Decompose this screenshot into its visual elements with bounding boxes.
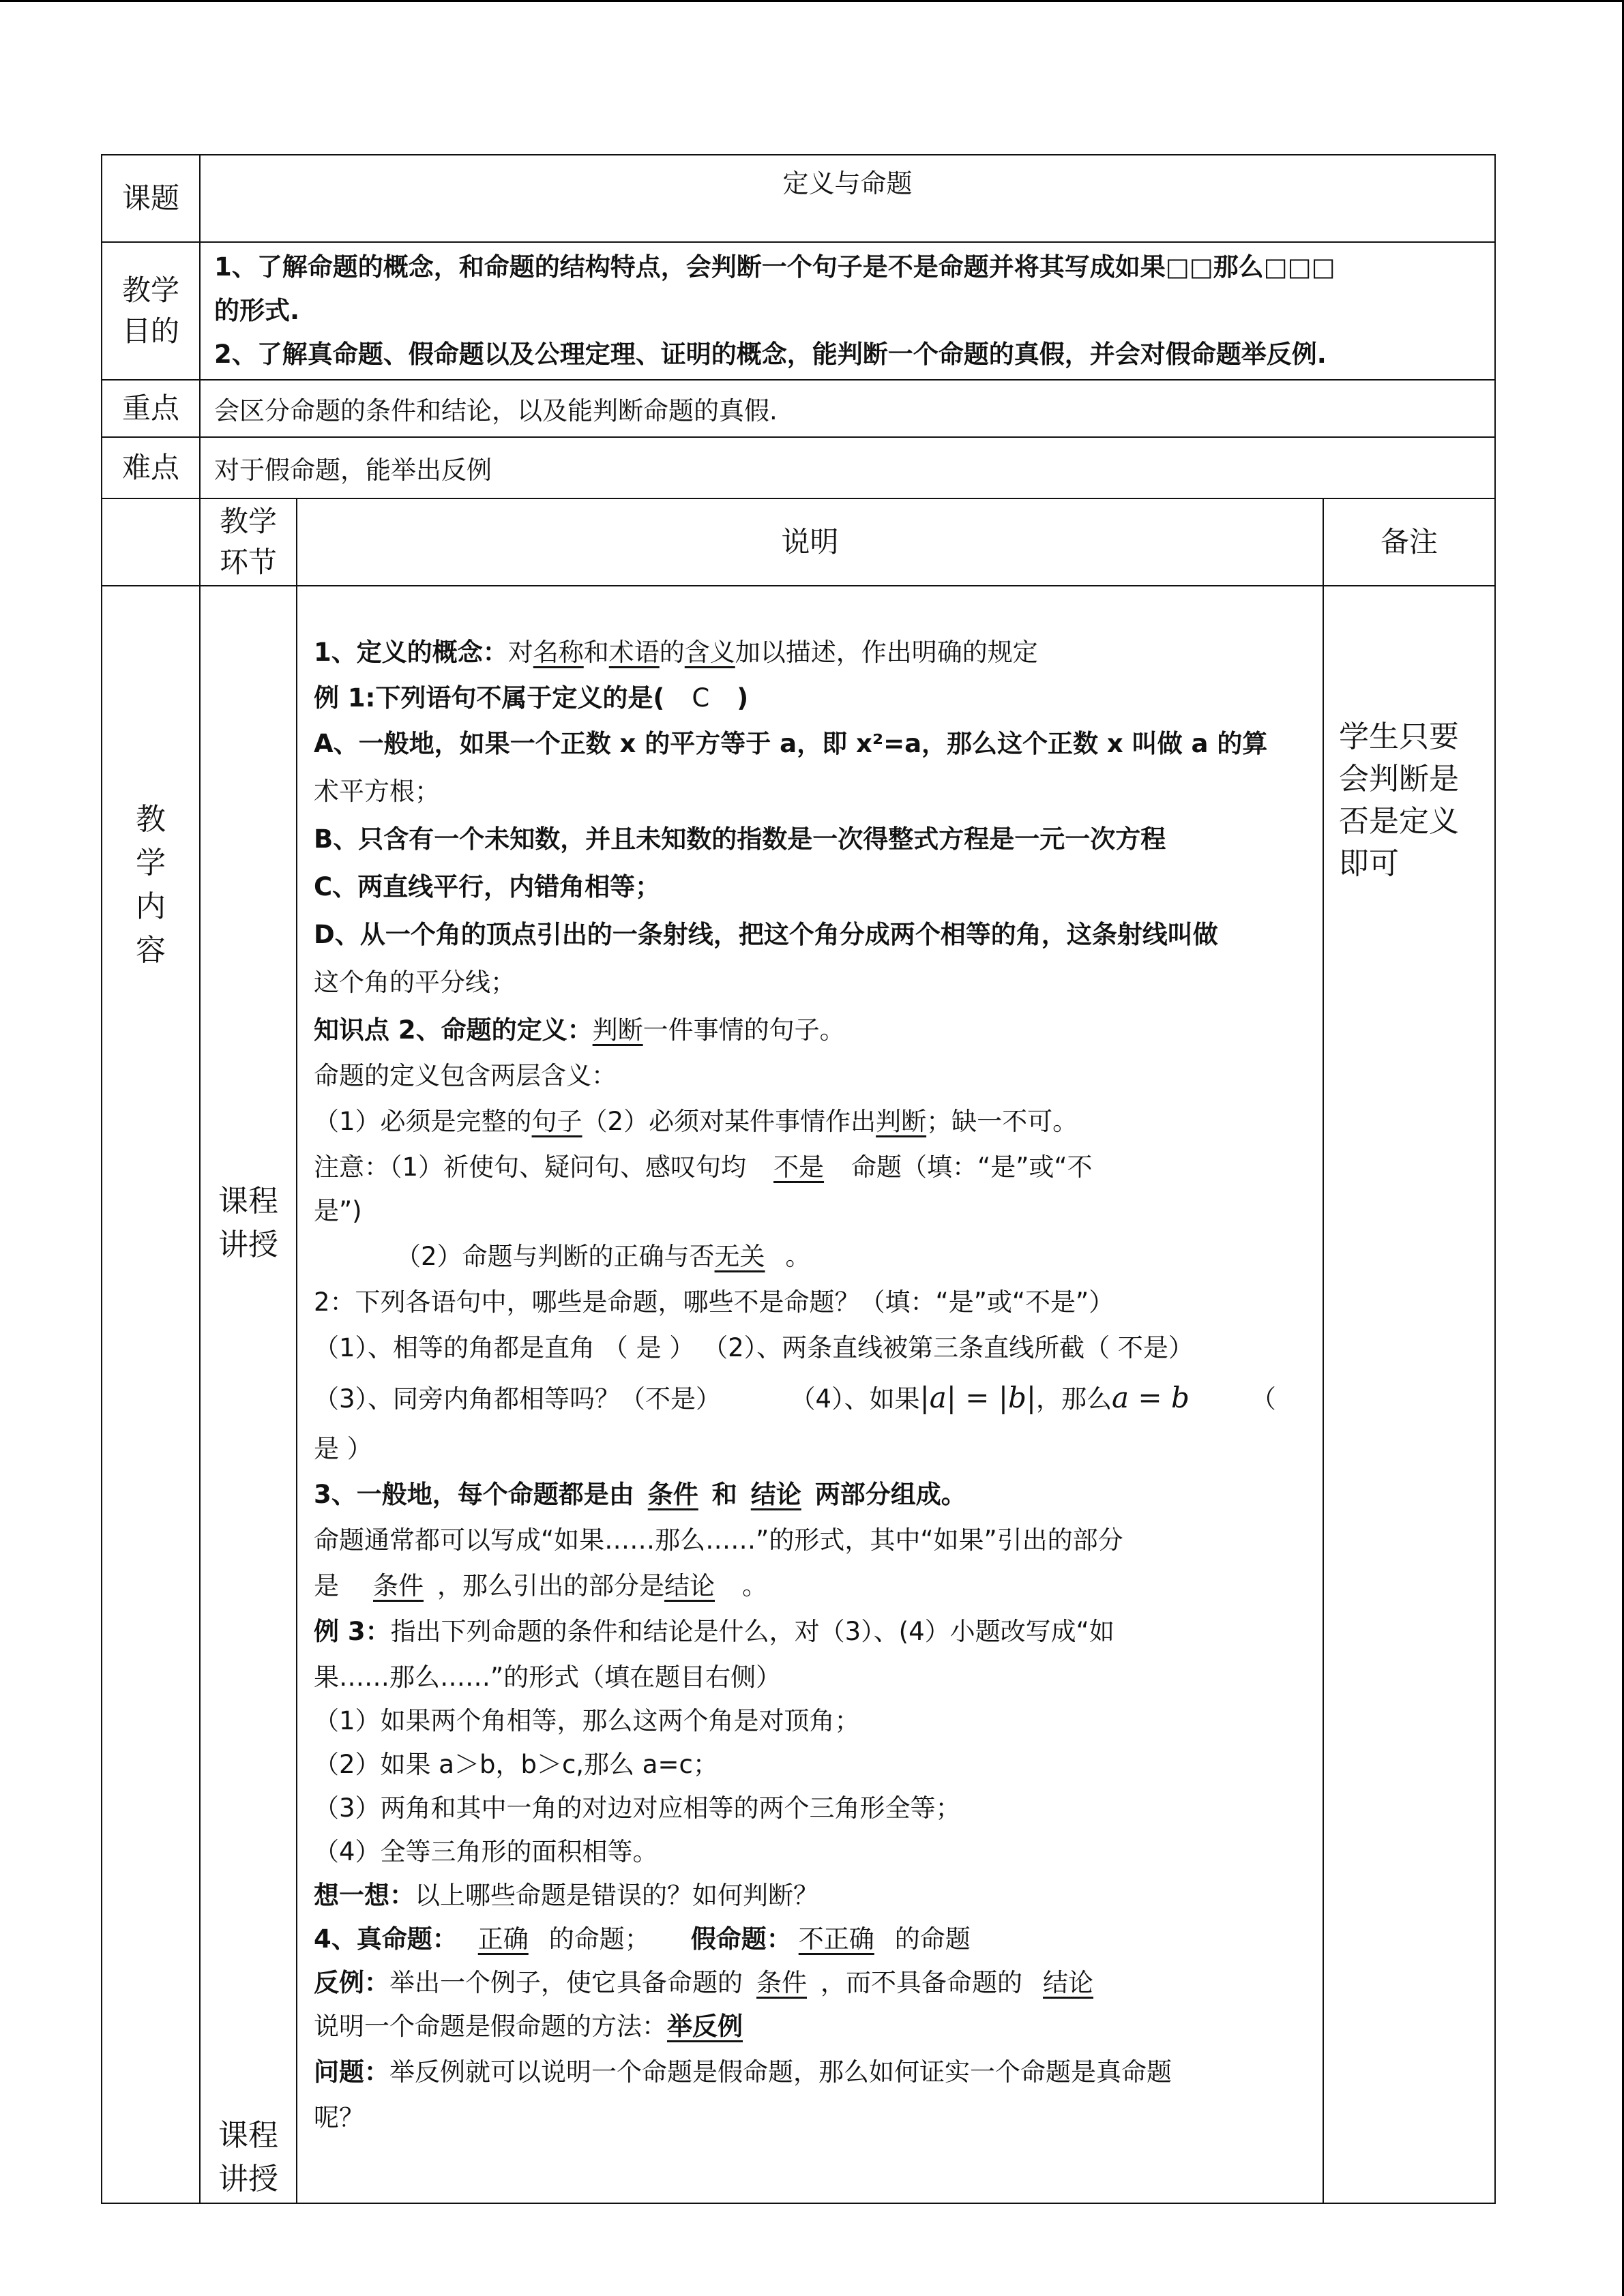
remark-cell [1323, 586, 1495, 2203]
blank-conclusion: 结论 [750, 1480, 801, 1509]
header-remark: 备注 [1323, 498, 1495, 586]
blank-correct: 正确 [477, 1924, 529, 1954]
hard-row [102, 437, 1495, 498]
key-label: 重点 [102, 380, 200, 437]
lesson-title: 定义与命题 [200, 155, 1495, 242]
example-1: 例 1:下列语句不属于定义的是( C ) [314, 683, 749, 713]
option-a-line-2: 术平方根； [314, 777, 440, 806]
method: 说明一个命题是假命题的方法：举反例 [314, 2012, 743, 2041]
key-text: 会区分命题的条件和结论，以及能判断命题的真假. [200, 380, 1495, 437]
header-desc: 说明 [297, 498, 1323, 586]
question: 问题：举反例就可以说明一个命题是假命题，那么如何证实一个命题是真命题 [314, 2057, 1172, 2087]
option-c: C、两直线平行，内错角相等； [314, 872, 661, 901]
math-eq: a = b [1112, 1381, 1190, 1414]
blank-conclusion-3: 结论 [1043, 1968, 1093, 1997]
column-header-row [102, 498, 1495, 586]
blank-conclusion-2: 结论 [664, 1571, 715, 1600]
def-line: 1、定义的概念：对名称和术语的含义加以描述，作出明确的规定 [314, 638, 1038, 667]
blank-condition-2: 条件 [373, 1571, 424, 1600]
content-side-label [102, 586, 200, 2203]
method-answer: 举反例 [667, 2012, 743, 2041]
question-2-c: 是 ） [314, 1434, 372, 1463]
goal-line-2: 的形式. [214, 296, 300, 325]
option-b: B、只含有一个未知数，并且未知数的指数是一次得整式方程是一元一次方程 [314, 824, 1166, 854]
counterexample: 反例：举出一个例子，使它具备命题的 条件 ，而不具备命题的 结论 [314, 1961, 1306, 2005]
blank-condition-3: 条件 [756, 1968, 807, 1997]
title-row [102, 155, 1495, 242]
blank-judge-2: 判断 [876, 1107, 927, 1136]
example-3-b: 果……那么……”的形式（填在题目右侧） [314, 1663, 782, 1692]
key-row [102, 380, 1495, 437]
blank-incorrect: 不正确 [798, 1924, 874, 1954]
goal-line-3: 2、了解真命题、假命题以及公理定理、证明的概念，能判断一个命题的真假，并会对假命题举反例. [214, 340, 1327, 369]
title-label: 课题 [102, 155, 200, 242]
stage-cell [200, 586, 297, 2203]
note-2: （2）命题与判断的正确与否无关 。 [396, 1242, 811, 1271]
question-2: 2：下列各语句中，哪些是命题，哪些不是命题？（填：“是”或“不是”） [314, 1287, 1114, 1317]
knowledge-2: 知识点 2、命题的定义：判断一件事情的句子。 [314, 1015, 845, 1045]
blank-not: 不是 [773, 1152, 825, 1182]
content-side-label-text: 教学内容 [136, 802, 166, 968]
remark-text: 学生只要会判断是否是定义即可 [1339, 719, 1459, 881]
option-d-line-2: 这个角的平分线； [314, 968, 516, 997]
think: 想一想：以上哪些命题是错误的？如何判断？ [314, 1881, 818, 1910]
knowledge-3-b: 是 条件 ，那么引出的部分是结论 。 [314, 1571, 767, 1600]
hard-text: 对于假命题，能举出反例 [200, 437, 1495, 498]
header-stage: 教学环节 [200, 498, 297, 586]
blank-name: 名称 [533, 638, 584, 667]
option-a-line-1: A、一般地，如果一个正数 x 的平方等于 a，即 x²=a，那么这个正数 x 叫做 a 的算 [314, 729, 1268, 758]
example-3-item-4: （4）全等三角形的面积相等。 [314, 1837, 658, 1866]
page-top-border [0, 0, 1624, 2]
knowledge-3: 3、一般地，每个命题都是由 条件 和 结论 两部分组成。 [314, 1480, 966, 1509]
blank-term: 术语 [608, 638, 660, 667]
blank-sentence: 句子 [531, 1107, 582, 1136]
knowledge-4: 4、真命题： 正确 的命题； 假命题： 不正确 的命题 [314, 1924, 971, 1954]
knowledge-3-a: 命题通常都可以写成“如果……那么……”的形式，其中“如果”引出的部分 [314, 1525, 1123, 1555]
blank-meaning: 含义 [684, 638, 735, 667]
option-d-line-1: D、从一个角的顶点引出的一条射线，把这个角分成两个相等的角，这条射线叫做 [314, 920, 1218, 949]
math-abs: |a| = |b| [919, 1381, 1037, 1414]
goal-row [102, 242, 1495, 380]
lesson-plan-table [101, 154, 1496, 2204]
example-3-item-3: （3）两角和其中一角的对边对应相等的两个三角形全等； [314, 1793, 961, 1823]
example-3-item-1: （1）如果两个角相等，那么这两个角是对顶角； [314, 1706, 860, 1735]
question-2-a: （1）、相等的角都是直角 （ 是 ） （2）、两条直线被第三条直线所截（ 不是） [314, 1333, 1194, 1362]
stage-label-1: 课程讲授 [218, 1184, 278, 1262]
knowledge-2-b: （1）必须是完整的句子（2）必须对某件事情作出判断；缺一不可。 [314, 1107, 1078, 1136]
main-content [297, 586, 1323, 2203]
example-3-a: 例 3：指出下列命题的条件和结论是什么，对（3）、(4）小题改写成“如 [314, 1617, 1114, 1646]
hard-label: 难点 [102, 437, 200, 498]
example-1-answer: C [692, 683, 710, 713]
blank-condition: 条件 [647, 1480, 698, 1509]
stage-label-2: 课程讲授 [218, 2118, 278, 2196]
note-1: 注意：（1）祈使句、疑问句、感叹句均 不是 命题（填：“是”或“不 [314, 1152, 1093, 1182]
blank-unrelated: 无关 [714, 1242, 765, 1271]
question-2-line: 呢？ [314, 2103, 364, 2132]
example-3-item-2: （2）如果 a＞b，b＞c,那么 a=c； [314, 1750, 718, 1779]
header-empty-cell [102, 498, 200, 586]
knowledge-2-a: 命题的定义包含两层含义： [314, 1061, 617, 1090]
goal-text [200, 242, 1495, 380]
content-row [102, 586, 1495, 2203]
goal-line-1: 1、了解命题的概念，和命题的结构特点，会判断一个句子是不是命题并将其写成如果□□那么□□□ [214, 252, 1335, 282]
blank-judge: 判断 [592, 1015, 643, 1045]
goal-label: 教学目的 [102, 242, 200, 380]
note-1-b: 是”) [314, 1196, 362, 1225]
question-2-b: （3）、同旁内角都相等吗？（不是） （4）、如果|a| = |b|，那么a = b （ [314, 1381, 1276, 1414]
